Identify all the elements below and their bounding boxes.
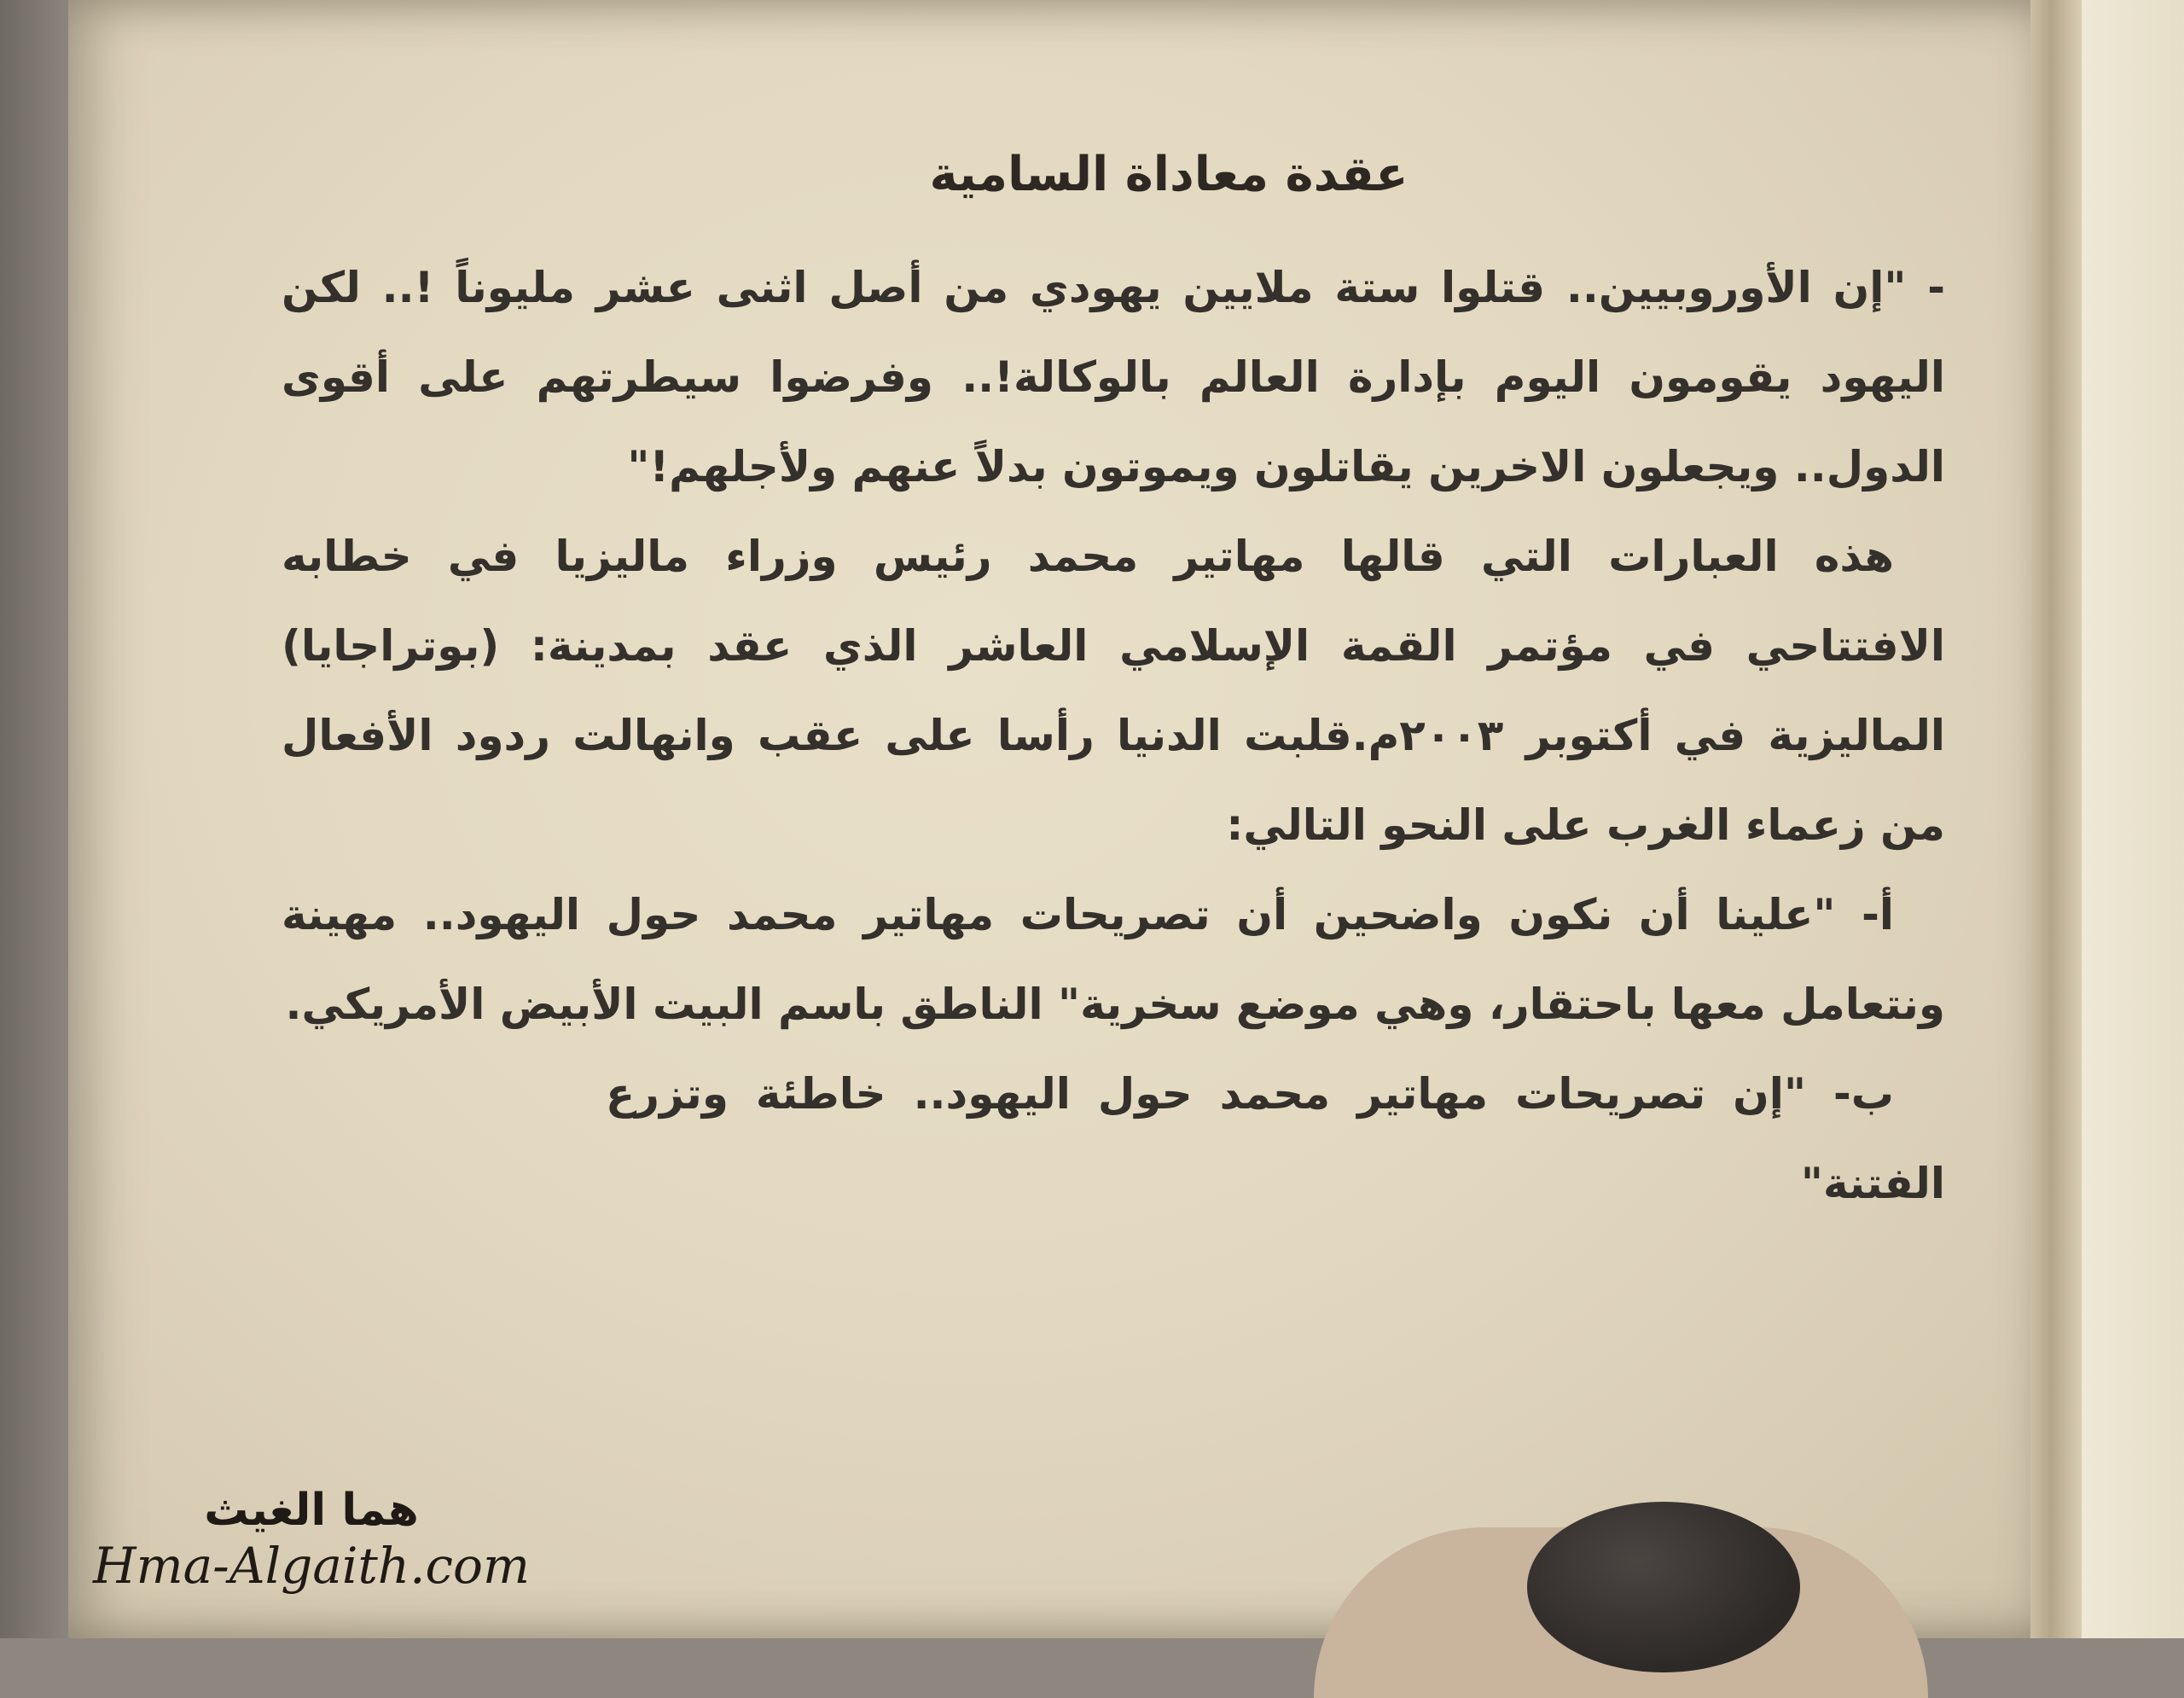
list-item-a: أ- "علينا أن نكون واضحين أن تصريحات مهاتير محمد حول اليهود.. مهينة ونتعامل معها باحتقار، وهي موضع سخرية" الناطق باسم البيت الأبيض الأمريكي. [282,890,1945,1029]
list-item-b: ب- "إن تصريحات مهاتير محمد حول اليهود.. خاطئة وتزرع الفتنة" [606,1069,1945,1208]
fingernail [1527,1502,1800,1672]
quote-paragraph: - "إن الأوروبيين.. قتلوا ستة ملايين يهودي من أصل اثنى عشر مليوناً !.. لكن اليهود يقومون اليوم بإدارة العالم بالوكالة!.. وفرضوا سيطرتهم على أقوى الدول.. ويجعلون الاخرين يقاتلون ويموتون بدلاً عنهم ولأجلهم!" [282,263,1945,491]
watermark-arabic: هما الغيث [204,1485,419,1536]
book-gutter [2030,0,2082,1638]
adjacent-page-edge [2082,0,2184,1638]
watermark-url: Hma-Algaith.com [93,1537,530,1595]
body-paragraph: هذه العبارات التي قالها مهاتير محمد رئيس وزراء ماليزيا في خطابه الافتتاحي في مؤتمر القمة الإسلامي العاشر الذي عقد بمدينة: (بوتراجايا) الماليزية في أكتوبر ٢٠٠٣م.قلبت الدنيا رأسا على عقب وانهالت ردود الأفعال من زعماء الغرب على النحو التالي: [282,532,1945,850]
chapter-title: عقدة معاداة السامية [929,147,1409,202]
page-body [282,243,1945,1229]
watermark [73,1485,550,1613]
